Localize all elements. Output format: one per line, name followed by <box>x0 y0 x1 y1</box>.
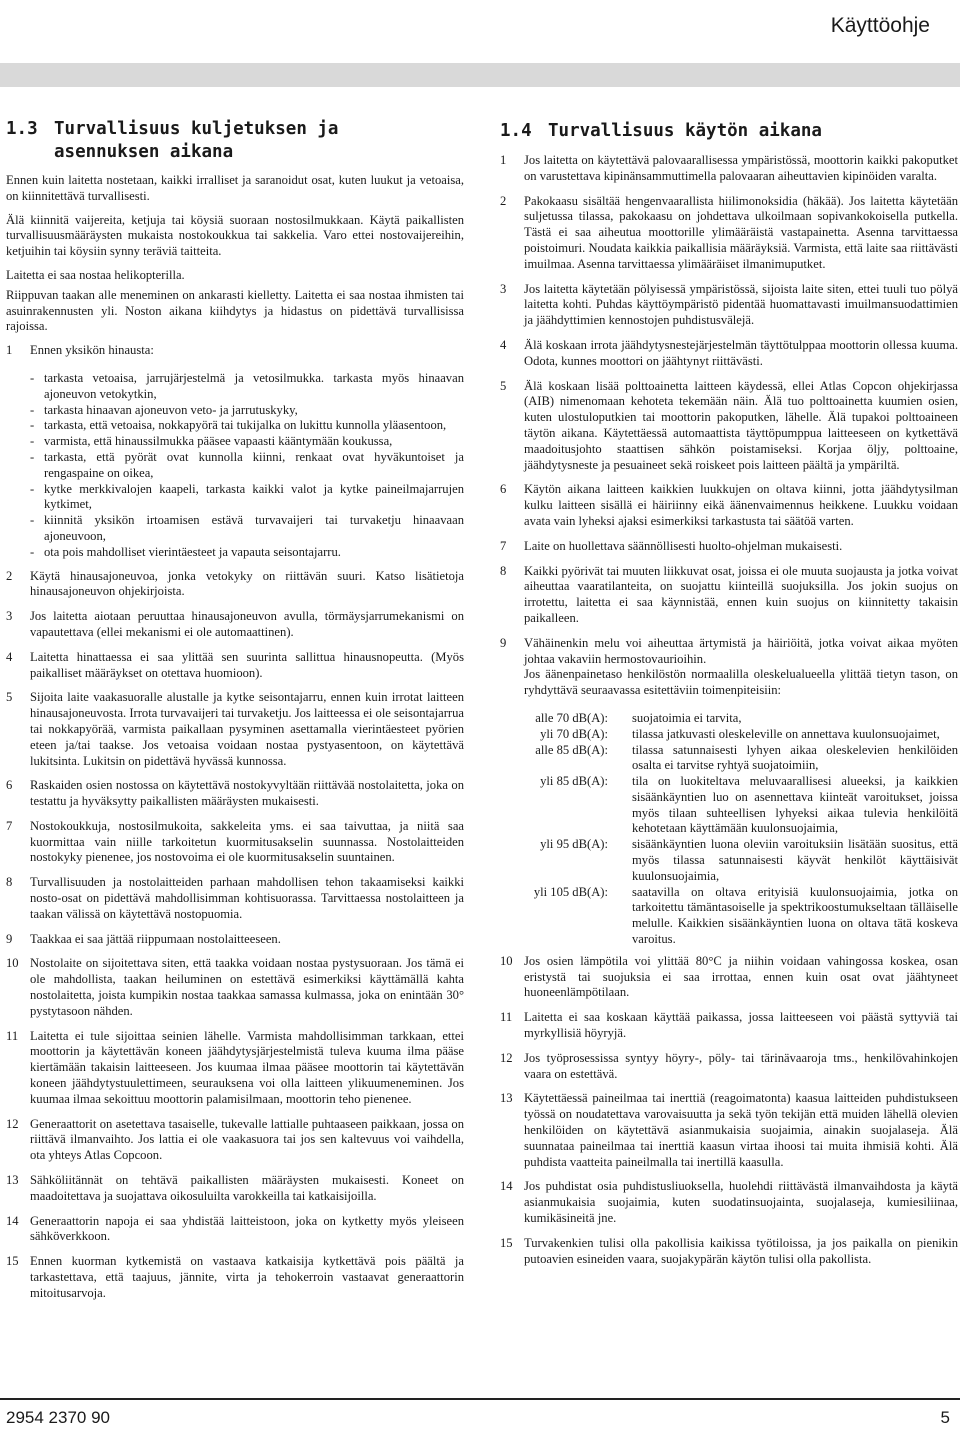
list-item-number: 14 <box>6 1213 19 1228</box>
noise-level-key: yli 95 dB(A): <box>540 837 608 852</box>
section-number: 1.3 <box>6 119 38 139</box>
checklist-item: - tarkasta, että pyörät ovat kunnolla kiinni, renkaat ovat hyväkuntoiset ja rengaspaine on oikea, <box>30 449 464 480</box>
list-item <box>6 1214 464 1246</box>
list-item <box>6 1117 464 1164</box>
list-item-number: 4 <box>6 649 13 664</box>
list-item-text: Jos puhdistat osia puhdistusliuoksella, huolehdi riittävästä ilmanvaihdosta ja käytä asianmukaisia suojaimia, kuten suodatinsuojainta, suojalaseja, kumiesiliinaa, kumikäsineitä jne. <box>524 1179 958 1226</box>
noise-intro-text: Vähäinenkin melu voi aiheuttaa ärtymistä ja häiriöitä, jotka voivat aikaa myöten johtaa vakaviin hermostovaurioihin. <box>524 635 958 666</box>
left-numbered-list <box>6 569 464 1302</box>
noise-level-key: alle 70 dB(A): <box>535 710 608 725</box>
list-item-text: Nostolaite on sijoitettava siten, että taakka voidaan nostaa pystysuoraan. Jos tämä ei ole mahdollista, taakan heiluminen on estettävä esimerkiksi käyttämällä kahta nostolaitetta, joista kumpikin nostaa taakkaa samassa kulmassa, joka on enintään 30° pystytasoon nähden. <box>30 956 464 1018</box>
intro-paragraph: Ennen kuin laitetta nostetaan, kaikki irralliset ja saranoidut osat, kuten luukut ja vetoaisa, on kiinnitettävä turvallisesti. <box>6 173 464 203</box>
section-title-1-3 <box>6 118 464 164</box>
noise-level-table <box>524 711 958 948</box>
left-column <box>6 118 464 1311</box>
list-item <box>500 1051 958 1083</box>
noise-level-action: saatavilla on oltava erityisiä kuulonsuojaimia, jotka on tarkoitettu tämäntasoiselle ja spektrikoostumukseltaan tälläiselle melulle. Kaikkien sisäänkäyntien luona on oltava tätä koskeva varoitus. <box>632 884 958 947</box>
list-item <box>6 956 464 1019</box>
list-item-number: 10 <box>6 956 19 971</box>
list-item <box>500 1010 958 1042</box>
list-item-number: 10 <box>500 953 513 968</box>
list-item-number: 11 <box>6 1028 19 1043</box>
list-item-text: Jos työprosessissa syntyy höyry-, pöly- tai tärinävaaroja tms., henkilövahinkojen vaara on estettävä. <box>524 1050 958 1081</box>
list-item-text: Sijoita laite vaakasuoralle alustalle ja kytke seisontajarru, ennen kuin irrotat laitteen hinausajoneuvosta. Irrota turvavaijeri tai turvaketju. Jos laitteessa ei ole seisontajarrua tai nokkapyörää, varmista paikallaan pysyminen asettamalla vierintäesteet pyörien eteen ja/tai taakse. Jos vetoaisa voidaan nostaa pystyasentoon, on käytettävä lukitsinta. Lukitsin on pidettävä hyvässä kunnossa. <box>30 690 464 768</box>
list-item <box>6 343 464 359</box>
list-item-text: Käytön aikana laitteen kaikkien luukkujen on oltava kiinni, jotta jäähdytysilman kulku laitteen sisällä ei häiriinny eikä äänenvaimennus heikkene. Luukku voidaan avata vain lyheksi ajaksi esimerkiksi tarkastusta tai säätöä varten. <box>524 482 958 528</box>
list-item-text: Jos laitetta käytetään pölyisessä ympäristössä, sijoista laite siten, ettei tuuli tuo pölyä laitetta kohti. Puhdas käyttöympäristö pidentää huomattavasti imuilmansuodattimien ja jäähdyttimien kennostojen puhdistusvälejä. <box>524 281 958 328</box>
list-item <box>6 932 464 948</box>
list-item-number: 7 <box>6 818 13 833</box>
list-item-text: Laitetta ei tule sijoittaa seinien lähelle. Varmista mahdollisimman tarkkaan, ettei moottorin ja käytettävän koneen jäähdytysjärjestelmistä tuleva kuuma ilma pääse kiertämään takaisin laitteeseen. Jos kuumaa ilmaa pääsee moottorin tai käytettävän koneen jäähdytystuulettimeen, seurauksena voi olla laitteen ylikuumeneminen. Jos kuumaa ilmaa sekoittuu moottorin palamisilmaan, moottorin teho pienenee. <box>30 1028 464 1106</box>
list-item-number: 6 <box>500 482 507 497</box>
list-item-text: Jos laitetta on käytettävä palovaarallisessa ympäristössä, moottorin kaikki pakoputket on varustettava kipinänsammuttimella palovaaran aiheuttavien kipinöiden varalta. <box>524 153 958 183</box>
section-number: 1.4 <box>500 121 532 141</box>
list-item-number: 15 <box>500 1235 513 1250</box>
list-item <box>500 539 958 555</box>
list-item-number: 5 <box>6 690 13 705</box>
list-item <box>6 819 464 866</box>
list-item-text: Generaattorit on asetettava tasaiselle, tukevalle lattialle puhtaaseen paikkaan, jossa on riittävä ilmanvaihto. Jos lattia ei ole vaakasuora tai jos sen kaltevuus voi vaihdella, ota yhteys Atlas Copcoon. <box>30 1116 464 1163</box>
noise-level-key: yli 85 dB(A): <box>540 774 608 789</box>
list-item-text: Jos laitetta aiotaan peruuttaa hinausajoneuvon avulla, törmäysjarrumekanismi on vapautettava (ellei mekanismi ei ole automaattinen). <box>30 609 464 639</box>
section-title-text: Turvallisuus käytön aikana <box>548 121 822 141</box>
intro-paragraph: Älä kiinnitä vaijereita, ketjuja tai köysiä suoraan nostosilmukkaan. Käytä paikallisten turvallisuusmääräysten mukaista nostokoukkua tai sakkelia. Varo ettei nostovaijereihin, ketjuihin tai köysiin synny teräviä taitteita. <box>6 212 464 259</box>
list-item-number: 12 <box>500 1050 513 1065</box>
list-item-number: 9 <box>6 931 13 946</box>
list-item <box>500 636 958 948</box>
noise-level-action: tilassa jatkuvasti oleskeleville on annettava kuulonsuojaimet, <box>632 726 940 741</box>
document-number: 2954 2370 90 <box>6 1408 110 1427</box>
list-item-number: 13 <box>6 1173 19 1188</box>
list-item-text: Taakkaa ei saa jättää riippumaan nostolaitteeseen. <box>30 931 281 946</box>
list-item-text: Pakokaasu sisältää hengenvaarallista hiilimonoksidia (häkää). Jos laitetta käytetään suljetussa tilassa, pakokaasu on johdettava ulkoilmaan sopivankokoisella putkella. Tästä ei saa aiheutua moottorille ylimääräistä vastapainetta. Asenna tarvittaessa poistoimuri. Noudata kaikkia paikallisia määräyksiä. Varmista, että laite saa riittävästi imuilmaa. Asenna tarvittaessa ylimääräiset ilmanimuputket. <box>524 193 958 271</box>
list-item <box>6 1173 464 1205</box>
right-numbered-list-b <box>500 954 958 1268</box>
noise-level-action: tilassa satunnaisesti lyhyen aikaa oleskelevien henkilöiden osalta ei tarvitse ryhtyä suojatoimiin, <box>632 742 958 773</box>
checklist-item: - ota pois mahdolliset vierintäesteet ja vapauta seisontajarru. <box>30 544 341 559</box>
right-numbered-list-a <box>500 153 958 627</box>
noise-level-row <box>524 743 958 775</box>
list-item <box>6 650 464 682</box>
list-item <box>500 1179 958 1226</box>
list-item <box>500 954 958 1001</box>
list-item-number: 1 <box>6 343 13 358</box>
list-item-text: Raskaiden osien nostossa on käytettävä nostokyvyltään riittävää nostolaitetta, joka on testattu ja hyväksytty paikallisten määräysten mukaisesti. <box>30 778 464 809</box>
noise-level-action: tila on luokiteltava meluvaarallisesi alueeksi, ja kaikkien sisäänkäyntien luo on asennettava kiinteät varoitukset, joissa myös tilaan suhteellisen lyhyeksi aikaa tulevia henkilöitä kehotetaan käyttämään kuulonsuojaimia, <box>632 774 958 836</box>
list-item-number: 1 <box>500 153 507 167</box>
list-item <box>500 194 958 273</box>
list-item <box>6 875 464 922</box>
intro-paragraph: Laitetta ei saa nostaa helikopterilla. <box>6 267 185 282</box>
list-item <box>6 778 464 810</box>
list-item <box>500 338 958 370</box>
section-title-line1: Turvallisuus kuljetuksen ja <box>54 119 339 139</box>
intro-paragraph: Riippuvan taakan alle meneminen on ankarasti kielletty. Laitetta ei saa nostaa ihmisten tai asuinrakennusten yli. Noston aikana kiihdytys ja hidastus on pidettävä turvallisissa rajoissa. <box>6 287 464 334</box>
noise-level-row <box>524 885 958 948</box>
list-item-text: Jos osien lämpötila voi ylittää 80°C ja niihin voidaan vahingossa koskea, osan eristystä tai suojuksia ei saa irrottaa, ennen kuin osat ovat jäähtyneet huoneenlämpötilaan. <box>524 953 958 1000</box>
list-item <box>500 1236 958 1268</box>
list-item-text: Nostokoukkuja, nostosilmukoita, sakkeleita yms. ei saa taivuttaa, ja niitä saa kuormittaa vain niille tarkoitetun kuormitusakselin suunnassa. Nostolaitteiden nostokyky pienenee, jos nostovoima ei ole kuormitusakselin suuntainen. <box>30 818 464 865</box>
list-item-number: 12 <box>6 1116 19 1131</box>
footer-rule <box>0 1398 960 1400</box>
list-item-number: 15 <box>6 1254 19 1269</box>
list-item-text: Käytä hinausajoneuvoa, jonka vetokyky on riittävän suuri. Katso lisätietoja hinausajoneuvon ohjekirjoista. <box>30 568 464 599</box>
list-item-number: 3 <box>6 609 13 624</box>
list-item-number: 9 <box>500 635 507 650</box>
list-item-number: 8 <box>500 563 507 578</box>
list-item <box>500 564 958 627</box>
list-item <box>500 282 958 329</box>
list-item-text <box>524 636 958 948</box>
noise-level-row <box>524 774 958 837</box>
list-item-text: Ennen yksikön hinausta: <box>30 343 154 358</box>
noise-level-row <box>524 727 958 743</box>
noise-level-row <box>524 837 958 884</box>
list-item <box>500 379 958 474</box>
list-item <box>500 482 958 529</box>
list-item <box>500 1091 958 1170</box>
list-item-number: 5 <box>500 378 507 393</box>
section-title-1-4 <box>500 120 958 143</box>
list-item-text: Älä koskaan irrota jäähdytysnestejärjestelmän täyttötulppaa moottorin ollessa kuuma. Odota, kunnes moottori on jäähtynyt riittävästi. <box>524 337 958 368</box>
page-number: 5 <box>940 1408 950 1427</box>
list-item-text: Laitetta hinattaessa ei saa ylittää sen suurinta sallittua hinausnopeutta. (Myös paikalliset määräykset on otettava huomioon). <box>30 649 464 680</box>
list-item-number: 4 <box>500 337 507 352</box>
list-item-number: 8 <box>6 875 13 890</box>
checklist-item: - tarkasta vetoaisa, jarrujärjestelmä ja vetosilmukka. tarkasta myös hinaavan ajoneuvon vetokytkin, <box>30 370 464 401</box>
pre-towing-checklist <box>30 371 464 561</box>
list-item <box>6 609 464 641</box>
list-item-text: Ennen kuorman kytkemistä on vastaava katkaisija kytkettävä pois päältä ja tarkastettava, että taajuus, jännite, virta ja tehokerroin vastaavat generaattorin mitoitusarvoja. <box>30 1254 464 1300</box>
list-item-number: 11 <box>500 1010 513 1025</box>
list-item-text: Turvakenkien tulisi olla pakollisia kaikissa työtiloissa, ja jos paikalla on pienikin putoavien esineiden vaara, suojakypärän käytön tulisi olla pakollista. <box>524 1235 958 1266</box>
list-item-number: 13 <box>500 1091 513 1106</box>
list-item <box>6 1254 464 1301</box>
list-item <box>6 690 464 769</box>
page-header-title: Käyttöohje <box>830 14 930 37</box>
noise-level-action: sisäänkäyntien luona oleviin varoituksiin lisätään suositus, että myös tilassa satunnaisesti käyvät henkilöt käyttäisivät kuulonsuojaimia, <box>632 837 958 883</box>
checklist-item: - kiinnitä yksikön irtoamisen estävä turvavaijeri tai turvaketju hinaavaan ajoneuvoon, <box>30 513 464 543</box>
header-band <box>0 63 960 87</box>
list-item-text: Turvallisuuden ja nostolaitteiden parhaan mahdollisen tehon takaamiseksi kaikki nosto-osat on pidettävä mahdollisimman kohtisuorassa. Tarvittaessa nostolaitteen ja taakan välissä on käytettävä nostopuomia. <box>30 875 464 921</box>
noise-level-key: alle 85 dB(A): <box>535 742 608 757</box>
list-item-number: 3 <box>500 281 507 296</box>
list-item-text: Sähköliitännät on tehtävä paikallisten määräysten mukaisesti. Koneet on maadoitettava ja suojattava oikosuluilta varokkeilla tai katkaisijoilla. <box>30 1173 464 1203</box>
list-item-text: Kaikki pyörivät tai muuten liikkuvat osat, joissa ei ole muuta suojausta ja jotka voivat aiheuttaa vaaratilanteita, on suojattu kiinteillä suojuksilla. Jos jokin suojus on irrotettu, laitetta ei saa käynnistää, ennen kuin suojus on kiinnitetty takaisin paikalleen. <box>524 563 958 625</box>
noise-level-key: yli 105 dB(A): <box>533 884 608 899</box>
list-item-number: 6 <box>6 778 13 793</box>
checklist-item: - tarkasta hinaavan ajoneuvon veto- ja jarrutuskyky, <box>30 402 298 417</box>
list-item-text: Laitetta ei saa koskaan käyttää paikassa, jossa laitteeseen voi päästä syttyviä tai myrkyllisiä höyryjä. <box>524 1010 958 1041</box>
list-item-text: Älä koskaan lisää polttoainetta laitteen käydessä, ellei Atlas Copcon ohjekirjassa (AIB) nimenomaan kehoteta tekemään näin. Älä tuo polttoainetta kuumien osien, kuten ulostuloputkien tai moottorin pakoputken, lähelle. Älä tupakoi polttoaineen täytön aikana. Käytettäessä automaattista täyttöpumppua laitteeseen on kytkettävä maadoitusjohto staattisen sähkön poistamiseksi. Korjaa öljy, polttoaine, jäähdytysneste ja pesuaineet sekä roiskeet pois laitteen päältä ja ympäriltä. <box>524 378 958 472</box>
list-item-text: Laite on huollettava säännöllisesti huolto-ohjelman mukaisesti. <box>524 538 843 553</box>
noise-level-row <box>524 711 958 727</box>
list-item-number: 7 <box>500 538 507 553</box>
checklist-item: - varmista, että hinaussilmukka pääsee vapaasti kääntymään koukussa, <box>30 434 393 449</box>
list-item-text: Käytettäessä paineilmaa tai inerttiä (reagoimatonta) kaasua laitteiden puhdistukseen työssä on noudatettava varovaisuutta ja sekä työn tekijän että muiden lähellä olevien henkilöiden on käytettävä asianmukaisia suojaimia, ainakin suojalaseja. Älä suunnataa paineilmaa tai inerttiä kaasun virtaa ihoosi tai muita ihmisiä kohti. Älä puhdista vaatteita paineilmalla tai inertillä kaasulla. <box>524 1091 958 1169</box>
checklist-item: - tarkasta, että vetoaisa, nokkapyörä tai tukijalka on lukittu kunnolla yläasentoon, <box>30 418 447 433</box>
list-item <box>6 1029 464 1108</box>
section-title-line2: asennuksen aikana <box>54 142 234 162</box>
list-item <box>500 153 958 185</box>
list-item-number: 2 <box>6 568 13 583</box>
list-item <box>6 569 464 601</box>
checklist-item: - kytke merkkivalojen kaapeli, tarkasta kaikki valot ja kytke paineilmajarrujen kytkimet, <box>30 481 464 512</box>
noise-level-action: suojatoimia ei tarvita, <box>632 710 742 725</box>
list-item-number: 2 <box>500 193 507 208</box>
list-item-number: 14 <box>500 1179 513 1194</box>
noise-threshold-text: Jos äänenpainetaso henkilöstön normaalilla oleskelualueella ylittää tietyn tason, on ryhdyttävä seuraavassa esitettäviin toimenpiteisiin: <box>524 667 958 698</box>
noise-level-key: yli 70 dB(A): <box>540 726 608 741</box>
list-item-text: Generaattorin napoja ei saa yhdistää laitteistoon, joka on kytketty myös yleiseen sähköverkkoon. <box>30 1213 464 1244</box>
right-column <box>500 120 958 1276</box>
